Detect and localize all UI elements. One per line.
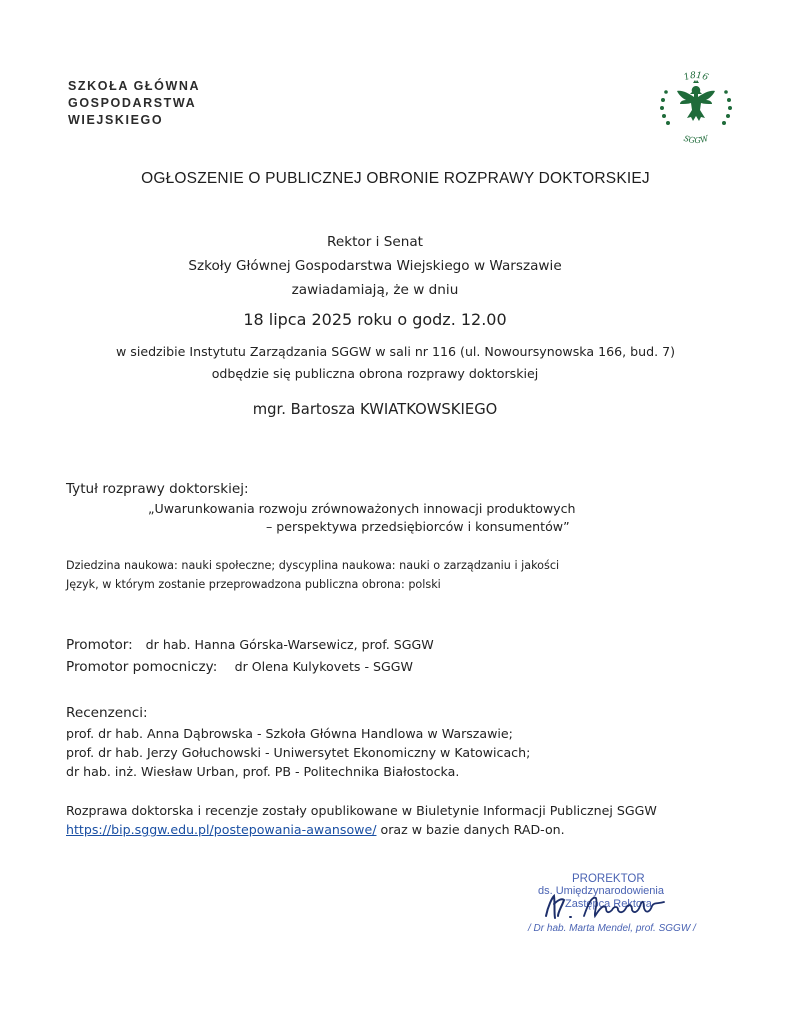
intro-line-3: zawiadamiają, że w dniu — [291, 282, 459, 298]
eagle-icon — [677, 80, 715, 121]
reviewer-item: prof. dr hab. Anna Dąbrowska - Szkoła Główna Handlowa w Warszawie; — [66, 726, 513, 741]
intro-line-2: Szkoły Głównej Gospodarstwa Wiejskiego w Warszawie — [188, 258, 562, 274]
stamp-title: PROREKTOR — [572, 873, 645, 885]
publication-row — [66, 822, 565, 837]
thesis-title-line-1: „Uwarunkowania rozwoju zrównoważonych innowacji produktowych — [148, 501, 576, 516]
institution-line: WIEJSKIEGO — [68, 113, 164, 127]
institution-line: SZKOŁA GŁÓWNA — [68, 79, 201, 93]
sggw-seal-logo — [651, 60, 741, 150]
seal-letters: SGGW — [682, 133, 710, 146]
stamp-signer: / Dr hab. Marta Mendel, prof. SGGW / — [528, 923, 696, 934]
candidate-name: mgr. Bartosza KWIATKOWSKIEGO — [252, 401, 498, 418]
announcement-title: OGŁOSZENIE O PUBLICZNEJ OBRONIE ROZPRAWY DOKTORSKIEJ — [141, 170, 650, 187]
defense-place: w siedzibie Instytutu Zarządzania SGGW w sali nr 116 (ul. Nowoursynowska 166, bud. 7) — [115, 344, 676, 359]
publication-text: Rozprawa doktorska i recenzje zostały opublikowane w Biuletynie Informacji Publicznej SGGW — [66, 803, 657, 818]
svg-text:1816 — [683, 71, 710, 83]
stamp-role: Zastępca Rektora — [565, 898, 652, 910]
defense-date: 18 lipca 2025 roku o godz. 12.00 — [243, 310, 507, 329]
thesis-title-line-2: – perspektywa przedsiębiorców i konsumentów” — [266, 519, 570, 534]
defense-event: odbędzie się publiczna obrona rozprawy doktorskiej — [211, 366, 539, 381]
svg-text:SGGW — [682, 134, 710, 146]
scientific-field: Dziedzina naukowa: nauki społeczne; dyscyplina naukowa: nauki o zarządzaniu i jakości — [66, 559, 560, 572]
stamp-office: ds. Umiędzynarodowienia — [538, 885, 664, 897]
intro-line-1: Rektor i Senat — [327, 234, 423, 250]
institution-name — [68, 78, 200, 129]
thesis-label: Tytuł rozprawy doktorskiej: — [66, 481, 249, 497]
aux-promotor-row — [66, 659, 413, 675]
seal-year: 1816 — [682, 70, 710, 84]
reviewers-label: Recenzenci: — [66, 705, 148, 721]
promotor-row — [66, 637, 434, 653]
reviewer-item: dr hab. inż. Wiesław Urban, prof. PB - Politechnika Białostocka. — [66, 764, 460, 779]
handwritten-signature — [540, 890, 670, 924]
reviewer-item: prof. dr hab. Jerzy Gołuchowski - Uniwersytet Ekonomiczny w Katowicach; — [66, 745, 531, 760]
institution-line: GOSPODARSTWA — [68, 96, 197, 110]
defense-language: Język, w którym zostanie przeprowadzona publiczna obrona: polski — [66, 578, 441, 591]
bip-link[interactable]: https://bip.sggw.edu.pl/postepowania-awansowe/ — [66, 822, 377, 837]
promotor-label: Promotor: — [66, 637, 133, 653]
aux-promotor-label: Promotor pomocniczy: — [66, 659, 218, 675]
aux-promotor-name: dr Olena Kulykovets - SGGW — [234, 659, 413, 674]
publication-suffix: oraz w bazie danych RAD-on. — [376, 822, 565, 837]
promotor-name: dr hab. Hanna Górska-Warsewicz, prof. SGGW — [145, 637, 434, 652]
